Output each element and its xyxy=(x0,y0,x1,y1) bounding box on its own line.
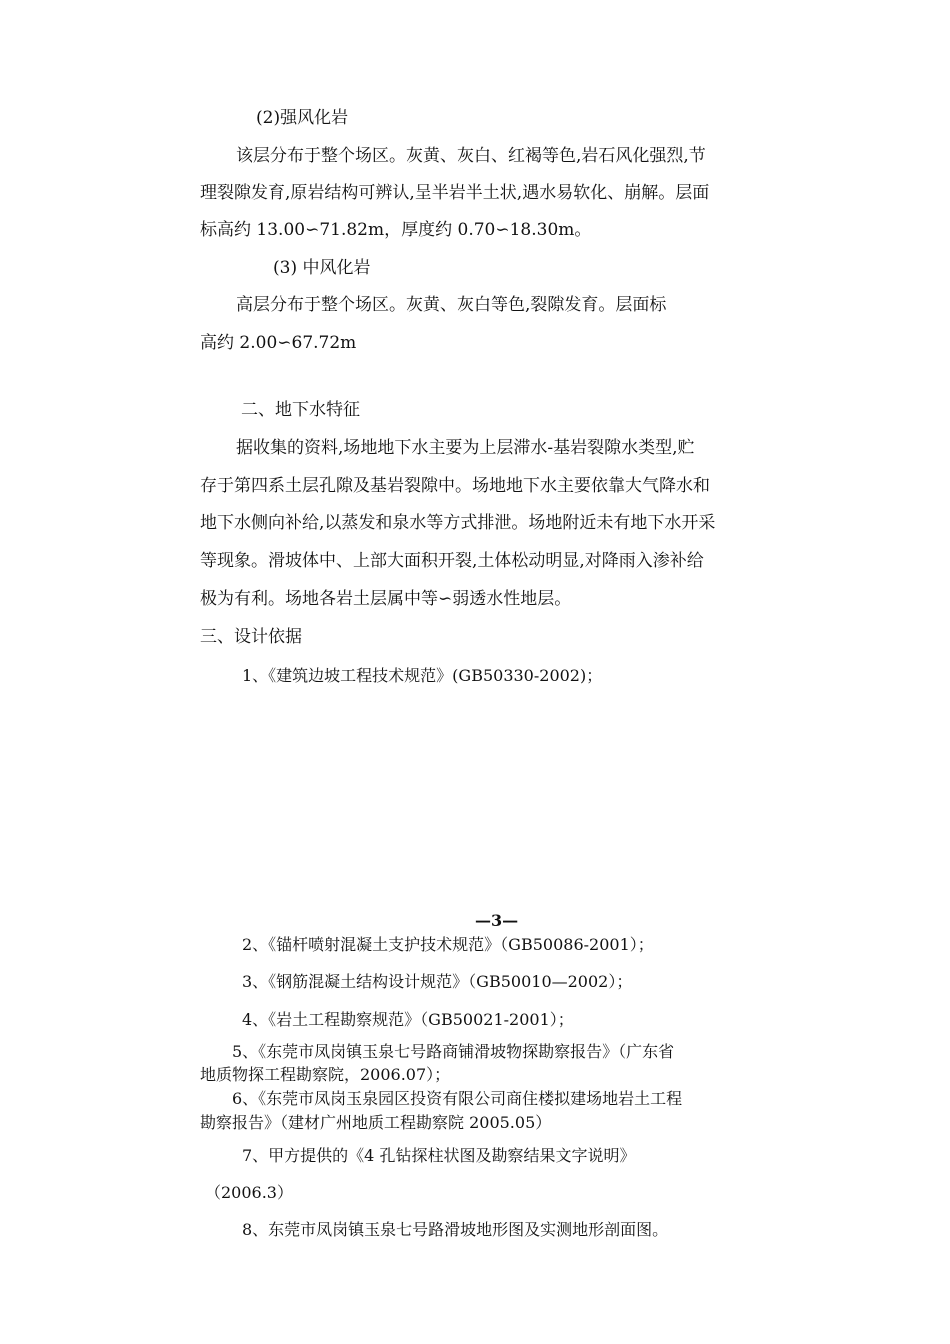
paragraph-line: 存于第四系土层孔隙及基岩裂隙中。场地地下水主要依靠大气降水和 xyxy=(200,476,710,496)
subsection-heading-moderate-weathered: (3) 中风化岩 xyxy=(273,258,371,278)
section-heading-groundwater: 二、地下水特征 xyxy=(241,400,360,420)
reference-item-continued: 勘察报告》（建材广州地质工程勘察院 2005.05） xyxy=(200,1113,552,1132)
paragraph-line: 高层分布于整个场区。灰黄、灰白等色,裂隙发育。层面标 xyxy=(236,295,667,315)
reference-item: 7、甲方提供的《4 孔钻探柱状图及勘察结果文字说明》 xyxy=(242,1146,636,1165)
paragraph-line: 标高约 13.00∽71.82m，厚度约 0.70∽18.30m。 xyxy=(200,220,592,240)
reference-item: 6、《东莞市凤岗玉泉园区投资有限公司商住楼拟建场地岩土工程 xyxy=(232,1089,683,1108)
subsection-heading-strong-weathered: (2)强风化岩 xyxy=(256,108,349,128)
paragraph-line: 等现象。滑坡体中、上部大面积开裂,土体松动明显,对降雨入渗补给 xyxy=(200,551,704,571)
reference-item: 4、《岩土工程勘察规范》（GB50021-2001）； xyxy=(242,1010,574,1029)
reference-item: 2、《锚杆喷射混凝土支护技术规范》（GB50086-2001）； xyxy=(242,935,654,954)
reference-item: 5、《东莞市凤岗镇玉泉七号路商铺滑坡物探勘察报告》（广东省 xyxy=(232,1042,675,1061)
paragraph-line: 地下水侧向补给,以蒸发和泉水等方式排泄。场地附近未有地下水开采 xyxy=(200,513,716,533)
paragraph-line: 极为有利。场地各岩土层属中等∽弱透水性地层。 xyxy=(200,589,572,609)
reference-item-continued: 地质物探工程勘察院，2006.07）； xyxy=(200,1065,451,1084)
paragraph-line: 高约 2.00∽67.72m xyxy=(200,333,357,353)
paragraph-line: 该层分布于整个场区。灰黄、灰白、红褐等色,岩石风化强烈,节 xyxy=(236,146,706,166)
paragraph-line: 据收集的资料,场地地下水主要为上层滞水-基岩裂隙水类型,贮 xyxy=(236,438,695,458)
paragraph-line: 理裂隙发育,原岩结构可辨认,呈半岩半土状,遇水易软化、崩解。层面 xyxy=(200,183,710,203)
reference-item-continued: （2006.3） xyxy=(205,1183,293,1202)
page-number: —3— xyxy=(475,911,519,930)
reference-item: 1、《建筑边坡工程技术规范》(GB50330-2002)； xyxy=(242,666,603,685)
reference-item: 3、《钢筋混凝土结构设计规范》（GB50010—2002）； xyxy=(242,972,633,991)
section-heading-design-basis: 三、设计依据 xyxy=(200,627,302,647)
reference-item: 8、东莞市凤岗镇玉泉七号路滑坡地形图及实测地形剖面图。 xyxy=(242,1220,669,1239)
